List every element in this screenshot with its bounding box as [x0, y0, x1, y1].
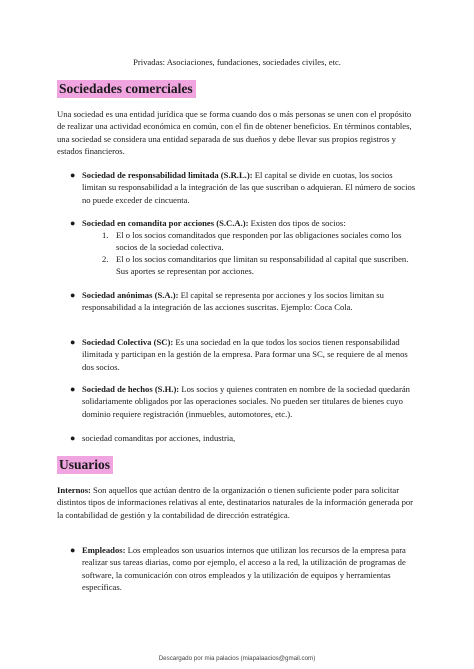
bullet-term: Sociedad anónimas (S.A.): [82, 290, 179, 300]
bullet-text: Existen dos tipos de socios: [248, 218, 346, 228]
list-item-sca [70, 217, 418, 229]
internos-text: Son aquellos que actúan dentro de la organización o tienen suficiente poder para solicitar distintos tipos de informaciones relativas al ente, destinatarios naturales de la información generada por la contabilidad de gestión y la contabilidad de dirección estratégica. [57, 485, 414, 520]
bullet-icon: ● [70, 433, 76, 443]
bullet-text: Es una sociedad en la que todos los socios tienen responsabilidad ilimitada y participan en la gestión de la empresa. Para formar una SC, se requiere de al menos dos socios. [82, 337, 408, 372]
list-item-empleados [70, 544, 418, 594]
bullet-term: Sociedad de responsabilidad limitada (S.R.L.): [82, 170, 253, 180]
list-item-srl [70, 169, 418, 206]
heading-text: Sociedades comerciales [57, 80, 196, 98]
list-item-sh [70, 383, 418, 420]
bullet-text: Los socios y quienes contraten en nombre de la sociedad quedarán solidariamente obligados por las operaciones sociales. No pueden ser titulares de bienes cuyo dominio requiere registración (inmuebles, automotores, etc.). [82, 384, 410, 419]
numbered-text: El o los socios comanditarios que limitan su responsabilidad al capital que suscriben. Sus aportes se representan por acciones. [116, 254, 409, 277]
numbered-item-2 [102, 253, 418, 278]
numbered-item-1 [102, 229, 418, 254]
bullet-text: sociedad comanditas por acciones, industria, [82, 433, 236, 443]
bullet-term: Sociedad Colectiva (SC): [82, 337, 174, 347]
list-item-sa [70, 289, 418, 314]
bullet-icon: ● [70, 384, 76, 394]
bullet-term: Sociedad de hechos (S.H.): [82, 384, 180, 394]
numbered-text: El o los socios comanditados que responden por las obligaciones sociales como los socios de la sociedad colectiva. [116, 230, 402, 253]
bullet-icon: ● [70, 218, 76, 228]
item-number: 1. [102, 230, 109, 240]
top-line: Privadas: Asociaciones, fundaciones, sociedades civiles, etc. [133, 57, 341, 67]
intro-paragraph: Una sociedad es una entidad jurídica que se forma cuando dos o más personas se unen con el propósito de realizar una actividad económica en común, con el fin de obtener beneficios. En términos contables, una sociedad se considera una entidad separada de sus dueños y debe llevar sus propios registros y estados financieros. [57, 109, 412, 157]
bullet-icon: ● [70, 545, 76, 555]
bullet-icon: ● [70, 290, 76, 300]
bullet-term: Empleados: [82, 545, 126, 555]
bullet-icon: ● [70, 170, 76, 180]
section-heading-sociedades [57, 80, 196, 98]
heading-text: Usuarios [57, 456, 113, 474]
footer-download-note: Descargado por mia palacios (miapalaacios@gmail.com) [158, 655, 316, 662]
bullet-text: El capital se representa por acciones y los socios limitan su responsabilidad a la integración de las acciones suscritas. Ejemplo: Coca Cola. [82, 290, 384, 313]
internos-paragraph [57, 484, 419, 521]
bullet-term: Sociedad en comandita por acciones (S.C.A.): [82, 218, 249, 228]
section-heading-usuarios [57, 456, 113, 474]
list-item-sc [70, 336, 418, 373]
bullet-icon: ● [70, 337, 76, 347]
bullet-text: Los empleados son usuarios internos que utilizan los recursos de la empresa para realizar sus tareas diarias, como por ejemplo, el acceso a la red, la utilización de programas de software, la comunicación con otros empleados y la utilización de equipos y herramientas específicas. [82, 545, 406, 593]
list-item-comanditas [70, 432, 418, 444]
internos-term: Internos: [57, 485, 91, 495]
item-number: 2. [102, 254, 109, 264]
bullet-text: El capital se divide en cuotas, los socios limitan su responsabilidad a la integración de las que suscriban o adquieran. El número de socios no puede exceder de cincuenta. [82, 170, 416, 205]
